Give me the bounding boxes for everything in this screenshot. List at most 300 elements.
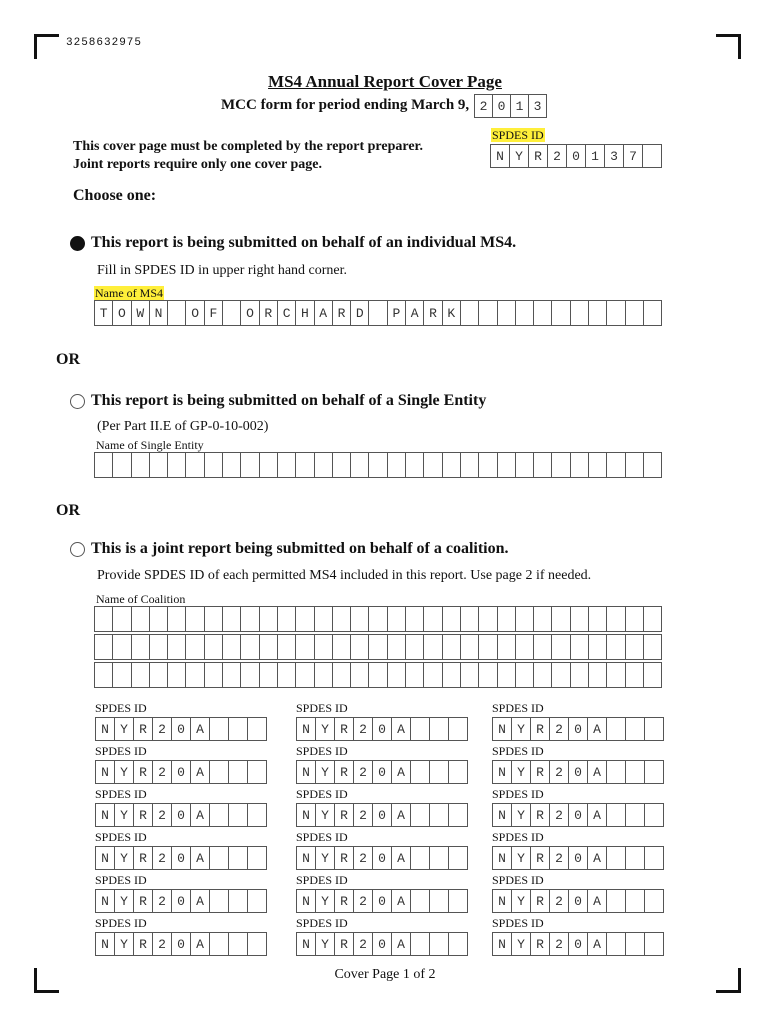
- coalition-spdes-id-cell[interactable]: R: [335, 890, 354, 912]
- coalition-name-cell[interactable]: [241, 635, 259, 659]
- coalition-spdes-id-cell[interactable]: [210, 890, 229, 912]
- coalition-spdes-id-cell[interactable]: [210, 933, 229, 955]
- coalition-spdes-id-cell[interactable]: 0: [172, 761, 191, 783]
- ms4-name-cell[interactable]: R: [333, 301, 351, 325]
- coalition-spdes-id-cell[interactable]: N: [96, 933, 115, 955]
- single-entity-name-cell[interactable]: [260, 453, 278, 477]
- coalition-spdes-id-cell[interactable]: [229, 890, 248, 912]
- coalition-spdes-id-cell[interactable]: [430, 890, 449, 912]
- coalition-name-cell[interactable]: [113, 635, 131, 659]
- single-entity-name-cell[interactable]: [607, 453, 625, 477]
- coalition-name-cell[interactable]: [113, 663, 131, 687]
- single-entity-name-cell[interactable]: [552, 453, 570, 477]
- ms4-name-cell[interactable]: [607, 301, 625, 325]
- coalition-spdes-id-field[interactable]: [492, 803, 664, 827]
- coalition-spdes-id-cell[interactable]: A: [588, 761, 607, 783]
- coalition-name-cell[interactable]: [406, 635, 424, 659]
- coalition-spdes-id-cell[interactable]: 0: [569, 890, 588, 912]
- coalition-spdes-id-field[interactable]: [95, 889, 267, 913]
- coalition-spdes-id-cell[interactable]: R: [531, 890, 550, 912]
- single-entity-name-cell[interactable]: [424, 453, 442, 477]
- single-entity-name-cell[interactable]: [278, 453, 296, 477]
- coalition-name-cell[interactable]: [461, 635, 479, 659]
- coalition-name-cell[interactable]: [315, 663, 333, 687]
- ms4-name-cell[interactable]: [534, 301, 552, 325]
- coalition-name-cell[interactable]: [644, 663, 662, 687]
- coalition-spdes-id-cell[interactable]: [210, 761, 229, 783]
- coalition-name-cell[interactable]: [223, 607, 241, 631]
- coalition-name-cell[interactable]: [406, 607, 424, 631]
- coalition-spdes-id-cell[interactable]: N: [297, 718, 316, 740]
- coalition-spdes-id-cell[interactable]: A: [588, 718, 607, 740]
- coalition-name-cell[interactable]: [351, 663, 369, 687]
- coalition-name-cell[interactable]: [150, 663, 168, 687]
- coalition-spdes-id-cell[interactable]: [449, 933, 468, 955]
- coalition-spdes-id-cell[interactable]: [607, 847, 626, 869]
- coalition-name-cell[interactable]: [552, 635, 570, 659]
- coalition-name-cell[interactable]: [571, 635, 589, 659]
- coalition-spdes-id-field[interactable]: [296, 803, 468, 827]
- coalition-name-cell[interactable]: [223, 663, 241, 687]
- coalition-name-cell[interactable]: [150, 607, 168, 631]
- coalition-name-cell[interactable]: [132, 607, 150, 631]
- coalition-name-cell[interactable]: [479, 635, 497, 659]
- coalition-spdes-id-cell[interactable]: [430, 761, 449, 783]
- single-entity-name-cell[interactable]: [132, 453, 150, 477]
- coalition-name-cell[interactable]: [388, 607, 406, 631]
- coalition-spdes-id-cell[interactable]: 0: [172, 718, 191, 740]
- coalition-spdes-id-cell[interactable]: [626, 718, 645, 740]
- coalition-name-cell[interactable]: [461, 663, 479, 687]
- coalition-spdes-id-cell[interactable]: Y: [316, 761, 335, 783]
- ms4-name-field[interactable]: [94, 300, 662, 326]
- coalition-spdes-id-cell[interactable]: 0: [569, 933, 588, 955]
- coalition-spdes-id-cell[interactable]: 0: [373, 761, 392, 783]
- coalition-name-field-line-3[interactable]: [94, 662, 662, 688]
- coalition-name-cell[interactable]: [351, 607, 369, 631]
- coalition-spdes-id-cell[interactable]: R: [335, 804, 354, 826]
- coalition-spdes-id-cell[interactable]: A: [392, 890, 411, 912]
- single-entity-name-cell[interactable]: [644, 453, 662, 477]
- spdes-id-cell[interactable]: R: [529, 145, 548, 167]
- coalition-name-cell[interactable]: [626, 635, 644, 659]
- coalition-name-cell[interactable]: [223, 635, 241, 659]
- spdes-id-cell[interactable]: 3: [605, 145, 624, 167]
- coalition-name-cell[interactable]: [241, 607, 259, 631]
- ms4-name-cell[interactable]: [552, 301, 570, 325]
- single-entity-name-cell[interactable]: [351, 453, 369, 477]
- coalition-name-cell[interactable]: [186, 607, 204, 631]
- coalition-spdes-id-cell[interactable]: 0: [569, 847, 588, 869]
- coalition-spdes-id-cell[interactable]: [626, 933, 645, 955]
- coalition-name-cell[interactable]: [516, 607, 534, 631]
- ms4-name-cell[interactable]: H: [296, 301, 314, 325]
- coalition-spdes-id-cell[interactable]: 2: [354, 718, 373, 740]
- coalition-name-cell[interactable]: [534, 607, 552, 631]
- single-entity-name-cell[interactable]: [571, 453, 589, 477]
- coalition-name-field-line-2[interactable]: [94, 634, 662, 660]
- coalition-spdes-id-cell[interactable]: Y: [115, 761, 134, 783]
- coalition-spdes-id-cell[interactable]: 2: [153, 761, 172, 783]
- coalition-name-cell[interactable]: [626, 663, 644, 687]
- coalition-name-cell[interactable]: [424, 607, 442, 631]
- coalition-spdes-id-cell[interactable]: [607, 804, 626, 826]
- ms4-name-cell[interactable]: [479, 301, 497, 325]
- single-entity-name-cell[interactable]: [205, 453, 223, 477]
- coalition-name-cell[interactable]: [260, 635, 278, 659]
- year-digit-cell[interactable]: 1: [511, 95, 529, 117]
- coalition-spdes-id-cell[interactable]: 2: [153, 890, 172, 912]
- coalition-name-cell[interactable]: [424, 663, 442, 687]
- coalition-name-cell[interactable]: [333, 635, 351, 659]
- coalition-spdes-id-cell[interactable]: 0: [373, 718, 392, 740]
- single-entity-name-cell[interactable]: [589, 453, 607, 477]
- coalition-spdes-id-cell[interactable]: Y: [115, 718, 134, 740]
- coalition-name-cell[interactable]: [333, 663, 351, 687]
- coalition-spdes-id-field[interactable]: [296, 760, 468, 784]
- coalition-name-cell[interactable]: [132, 663, 150, 687]
- coalition-spdes-id-cell[interactable]: Y: [512, 718, 531, 740]
- coalition-spdes-id-cell[interactable]: [411, 933, 430, 955]
- coalition-spdes-id-cell[interactable]: 2: [354, 761, 373, 783]
- coalition-spdes-id-cell[interactable]: A: [588, 804, 607, 826]
- coalition-spdes-id-cell[interactable]: 0: [569, 761, 588, 783]
- single-entity-name-cell[interactable]: [498, 453, 516, 477]
- coalition-spdes-id-cell[interactable]: 2: [550, 761, 569, 783]
- ms4-name-cell[interactable]: O: [186, 301, 204, 325]
- coalition-name-cell[interactable]: [168, 635, 186, 659]
- coalition-name-cell[interactable]: [369, 607, 387, 631]
- coalition-spdes-id-cell[interactable]: N: [96, 890, 115, 912]
- coalition-spdes-id-cell[interactable]: Y: [316, 847, 335, 869]
- coalition-name-cell[interactable]: [315, 607, 333, 631]
- coalition-spdes-id-cell[interactable]: 0: [172, 847, 191, 869]
- coalition-spdes-id-cell[interactable]: A: [191, 847, 210, 869]
- coalition-name-cell[interactable]: [113, 607, 131, 631]
- coalition-spdes-id-cell[interactable]: A: [191, 804, 210, 826]
- single-entity-name-cell[interactable]: [150, 453, 168, 477]
- coalition-spdes-id-cell[interactable]: N: [493, 933, 512, 955]
- coalition-spdes-id-cell[interactable]: 2: [550, 890, 569, 912]
- single-entity-name-cell[interactable]: [406, 453, 424, 477]
- coalition-spdes-id-cell[interactable]: 2: [354, 933, 373, 955]
- coalition-spdes-id-cell[interactable]: 0: [172, 804, 191, 826]
- coalition-spdes-id-cell[interactable]: [229, 761, 248, 783]
- ms4-name-cell[interactable]: R: [424, 301, 442, 325]
- coalition-spdes-id-cell[interactable]: [229, 718, 248, 740]
- single-entity-name-cell[interactable]: [516, 453, 534, 477]
- coalition-spdes-id-cell[interactable]: Y: [316, 718, 335, 740]
- coalition-spdes-id-cell[interactable]: [645, 933, 664, 955]
- coalition-spdes-id-cell[interactable]: 2: [153, 804, 172, 826]
- coalition-name-cell[interactable]: [607, 635, 625, 659]
- spdes-id-cell[interactable]: 2: [548, 145, 567, 167]
- coalition-spdes-id-field[interactable]: [492, 846, 664, 870]
- coalition-name-cell[interactable]: [95, 663, 113, 687]
- coalition-spdes-id-cell[interactable]: R: [134, 847, 153, 869]
- coalition-name-cell[interactable]: [589, 607, 607, 631]
- ms4-name-cell[interactable]: [589, 301, 607, 325]
- coalition-spdes-id-field[interactable]: [492, 717, 664, 741]
- coalition-spdes-id-cell[interactable]: Y: [512, 804, 531, 826]
- coalition-spdes-id-cell[interactable]: N: [493, 804, 512, 826]
- coalition-spdes-id-cell[interactable]: N: [297, 847, 316, 869]
- coalition-name-cell[interactable]: [406, 663, 424, 687]
- ms4-name-cell[interactable]: A: [315, 301, 333, 325]
- coalition-name-cell[interactable]: [296, 607, 314, 631]
- coalition-name-field-line-1[interactable]: [94, 606, 662, 632]
- coalition-spdes-id-cell[interactable]: [248, 847, 267, 869]
- coalition-spdes-id-cell[interactable]: N: [493, 890, 512, 912]
- coalition-spdes-id-field[interactable]: [95, 932, 267, 956]
- coalition-name-cell[interactable]: [552, 663, 570, 687]
- coalition-spdes-id-cell[interactable]: [210, 718, 229, 740]
- coalition-name-cell[interactable]: [95, 607, 113, 631]
- spdes-id-cell[interactable]: Y: [510, 145, 529, 167]
- single-entity-name-cell[interactable]: [534, 453, 552, 477]
- coalition-spdes-id-cell[interactable]: [645, 847, 664, 869]
- ms4-name-cell[interactable]: [168, 301, 186, 325]
- coalition-spdes-id-cell[interactable]: 2: [153, 933, 172, 955]
- coalition-name-cell[interactable]: [186, 663, 204, 687]
- ms4-name-cell[interactable]: T: [95, 301, 113, 325]
- coalition-spdes-id-field[interactable]: [296, 717, 468, 741]
- coalition-spdes-id-cell[interactable]: N: [297, 890, 316, 912]
- coalition-name-cell[interactable]: [571, 663, 589, 687]
- option-single-entity-radio[interactable]: [70, 394, 85, 409]
- spdes-id-cell[interactable]: 7: [624, 145, 643, 167]
- coalition-spdes-id-field[interactable]: [95, 717, 267, 741]
- coalition-spdes-id-cell[interactable]: [210, 804, 229, 826]
- coalition-spdes-id-cell[interactable]: A: [392, 933, 411, 955]
- coalition-spdes-id-cell[interactable]: [411, 804, 430, 826]
- single-entity-name-cell[interactable]: [168, 453, 186, 477]
- coalition-spdes-id-cell[interactable]: [607, 933, 626, 955]
- single-entity-name-cell[interactable]: [241, 453, 259, 477]
- coalition-spdes-id-cell[interactable]: [645, 718, 664, 740]
- ms4-name-cell[interactable]: [461, 301, 479, 325]
- coalition-name-cell[interactable]: [388, 663, 406, 687]
- coalition-name-cell[interactable]: [95, 635, 113, 659]
- coalition-spdes-id-cell[interactable]: 2: [550, 847, 569, 869]
- coalition-spdes-id-cell[interactable]: [229, 804, 248, 826]
- coalition-spdes-id-field[interactable]: [95, 760, 267, 784]
- coalition-spdes-id-cell[interactable]: R: [134, 890, 153, 912]
- coalition-spdes-id-cell[interactable]: [248, 890, 267, 912]
- year-digit-cell[interactable]: 3: [529, 95, 547, 117]
- coalition-spdes-id-cell[interactable]: 0: [373, 890, 392, 912]
- coalition-name-cell[interactable]: [498, 663, 516, 687]
- coalition-name-cell[interactable]: [351, 635, 369, 659]
- coalition-spdes-id-cell[interactable]: Y: [512, 933, 531, 955]
- coalition-spdes-id-cell[interactable]: 0: [569, 718, 588, 740]
- coalition-spdes-id-cell[interactable]: Y: [115, 890, 134, 912]
- coalition-name-cell[interactable]: [424, 635, 442, 659]
- coalition-spdes-id-cell[interactable]: R: [531, 761, 550, 783]
- coalition-spdes-id-cell[interactable]: 2: [550, 718, 569, 740]
- coalition-name-cell[interactable]: [589, 635, 607, 659]
- coalition-name-cell[interactable]: [443, 635, 461, 659]
- ms4-name-cell[interactable]: A: [406, 301, 424, 325]
- coalition-spdes-id-cell[interactable]: [248, 933, 267, 955]
- coalition-spdes-id-cell[interactable]: A: [392, 847, 411, 869]
- coalition-spdes-id-cell[interactable]: A: [392, 804, 411, 826]
- coalition-spdes-id-cell[interactable]: [229, 933, 248, 955]
- single-entity-name-cell[interactable]: [626, 453, 644, 477]
- coalition-spdes-id-cell[interactable]: A: [191, 890, 210, 912]
- single-entity-name-field[interactable]: [94, 452, 662, 478]
- coalition-spdes-id-field[interactable]: [492, 889, 664, 913]
- coalition-spdes-id-cell[interactable]: R: [335, 761, 354, 783]
- coalition-name-cell[interactable]: [369, 663, 387, 687]
- coalition-name-cell[interactable]: [534, 635, 552, 659]
- coalition-spdes-id-cell[interactable]: 2: [153, 847, 172, 869]
- ms4-name-cell[interactable]: [644, 301, 662, 325]
- coalition-name-cell[interactable]: [644, 635, 662, 659]
- coalition-spdes-id-cell[interactable]: [248, 761, 267, 783]
- ms4-name-cell[interactable]: [571, 301, 589, 325]
- coalition-spdes-id-cell[interactable]: Y: [512, 761, 531, 783]
- coalition-name-cell[interactable]: [498, 635, 516, 659]
- coalition-spdes-id-cell[interactable]: [449, 847, 468, 869]
- coalition-spdes-id-cell[interactable]: R: [134, 718, 153, 740]
- coalition-spdes-id-cell[interactable]: Y: [316, 890, 335, 912]
- coalition-name-cell[interactable]: [132, 635, 150, 659]
- coalition-spdes-id-cell[interactable]: [411, 847, 430, 869]
- coalition-spdes-id-cell[interactable]: A: [588, 890, 607, 912]
- coalition-name-cell[interactable]: [534, 663, 552, 687]
- coalition-spdes-id-cell[interactable]: Y: [115, 804, 134, 826]
- spdes-id-cell[interactable]: 0: [567, 145, 586, 167]
- single-entity-name-cell[interactable]: [315, 453, 333, 477]
- ms4-name-cell[interactable]: C: [278, 301, 296, 325]
- coalition-spdes-id-cell[interactable]: R: [134, 933, 153, 955]
- coalition-spdes-id-cell[interactable]: 0: [373, 804, 392, 826]
- option-individual-radio[interactable]: [70, 236, 85, 251]
- single-entity-name-cell[interactable]: [388, 453, 406, 477]
- single-entity-name-cell[interactable]: [479, 453, 497, 477]
- coalition-spdes-id-cell[interactable]: R: [335, 847, 354, 869]
- coalition-name-cell[interactable]: [607, 607, 625, 631]
- coalition-spdes-id-cell[interactable]: [430, 933, 449, 955]
- coalition-spdes-id-field[interactable]: [296, 846, 468, 870]
- coalition-name-cell[interactable]: [278, 607, 296, 631]
- coalition-name-cell[interactable]: [186, 635, 204, 659]
- year-digit-cell[interactable]: 0: [493, 95, 511, 117]
- coalition-spdes-id-cell[interactable]: [645, 890, 664, 912]
- coalition-name-cell[interactable]: [150, 635, 168, 659]
- coalition-spdes-id-cell[interactable]: [449, 804, 468, 826]
- coalition-spdes-id-cell[interactable]: [449, 890, 468, 912]
- coalition-spdes-id-cell[interactable]: N: [96, 804, 115, 826]
- coalition-spdes-id-cell[interactable]: [449, 761, 468, 783]
- coalition-spdes-id-cell[interactable]: [607, 718, 626, 740]
- single-entity-name-cell[interactable]: [369, 453, 387, 477]
- coalition-name-cell[interactable]: [168, 663, 186, 687]
- coalition-spdes-id-cell[interactable]: A: [392, 761, 411, 783]
- coalition-spdes-id-cell[interactable]: [411, 761, 430, 783]
- ms4-name-cell[interactable]: F: [205, 301, 223, 325]
- coalition-spdes-id-cell[interactable]: [626, 804, 645, 826]
- coalition-spdes-id-cell[interactable]: 2: [550, 933, 569, 955]
- coalition-name-cell[interactable]: [552, 607, 570, 631]
- coalition-spdes-id-cell[interactable]: [626, 847, 645, 869]
- coalition-spdes-id-cell[interactable]: A: [588, 933, 607, 955]
- coalition-spdes-id-cell[interactable]: 0: [569, 804, 588, 826]
- coalition-spdes-id-cell[interactable]: R: [134, 761, 153, 783]
- spdes-id-cell[interactable]: [643, 145, 662, 167]
- coalition-name-cell[interactable]: [205, 607, 223, 631]
- coalition-spdes-id-cell[interactable]: N: [297, 933, 316, 955]
- coalition-spdes-id-cell[interactable]: [430, 847, 449, 869]
- single-entity-name-cell[interactable]: [223, 453, 241, 477]
- coalition-spdes-id-cell[interactable]: N: [297, 761, 316, 783]
- coalition-name-cell[interactable]: [516, 635, 534, 659]
- coalition-name-cell[interactable]: [369, 635, 387, 659]
- coalition-spdes-id-cell[interactable]: N: [493, 847, 512, 869]
- single-entity-name-cell[interactable]: [95, 453, 113, 477]
- ms4-name-cell[interactable]: [516, 301, 534, 325]
- coalition-spdes-id-cell[interactable]: [430, 804, 449, 826]
- coalition-name-cell[interactable]: [516, 663, 534, 687]
- coalition-spdes-id-field[interactable]: [296, 932, 468, 956]
- ms4-name-cell[interactable]: D: [351, 301, 369, 325]
- coalition-spdes-id-cell[interactable]: 2: [354, 847, 373, 869]
- coalition-spdes-id-cell[interactable]: 0: [373, 933, 392, 955]
- single-entity-name-cell[interactable]: [296, 453, 314, 477]
- coalition-spdes-id-cell[interactable]: [607, 761, 626, 783]
- single-entity-name-cell[interactable]: [186, 453, 204, 477]
- coalition-name-cell[interactable]: [498, 607, 516, 631]
- spdes-id-field[interactable]: [490, 144, 662, 168]
- single-entity-name-cell[interactable]: [443, 453, 461, 477]
- coalition-spdes-id-cell[interactable]: R: [335, 718, 354, 740]
- coalition-spdes-id-cell[interactable]: [645, 761, 664, 783]
- coalition-spdes-id-cell[interactable]: [607, 890, 626, 912]
- ms4-name-cell[interactable]: W: [132, 301, 150, 325]
- coalition-spdes-id-cell[interactable]: R: [531, 718, 550, 740]
- coalition-spdes-id-cell[interactable]: R: [531, 933, 550, 955]
- coalition-name-cell[interactable]: [479, 663, 497, 687]
- coalition-spdes-id-cell[interactable]: [449, 718, 468, 740]
- coalition-spdes-id-cell[interactable]: 0: [172, 933, 191, 955]
- coalition-spdes-id-cell[interactable]: N: [96, 761, 115, 783]
- coalition-spdes-id-cell[interactable]: N: [297, 804, 316, 826]
- coalition-spdes-id-field[interactable]: [95, 846, 267, 870]
- coalition-name-cell[interactable]: [644, 607, 662, 631]
- coalition-name-cell[interactable]: [607, 663, 625, 687]
- coalition-name-cell[interactable]: [479, 607, 497, 631]
- coalition-spdes-id-cell[interactable]: R: [134, 804, 153, 826]
- coalition-spdes-id-cell[interactable]: R: [335, 933, 354, 955]
- year-field[interactable]: [474, 94, 547, 118]
- coalition-spdes-id-cell[interactable]: [411, 718, 430, 740]
- coalition-spdes-id-field[interactable]: [492, 932, 664, 956]
- ms4-name-cell[interactable]: [223, 301, 241, 325]
- coalition-name-cell[interactable]: [443, 663, 461, 687]
- coalition-spdes-id-cell[interactable]: R: [531, 847, 550, 869]
- coalition-spdes-id-cell[interactable]: A: [191, 718, 210, 740]
- coalition-name-cell[interactable]: [571, 607, 589, 631]
- spdes-id-cell[interactable]: 1: [586, 145, 605, 167]
- single-entity-name-cell[interactable]: [113, 453, 131, 477]
- ms4-name-cell[interactable]: P: [388, 301, 406, 325]
- coalition-spdes-id-cell[interactable]: [411, 890, 430, 912]
- coalition-spdes-id-cell[interactable]: [430, 718, 449, 740]
- option-coalition-radio[interactable]: [70, 542, 85, 557]
- coalition-name-cell[interactable]: [205, 663, 223, 687]
- coalition-spdes-id-cell[interactable]: [210, 847, 229, 869]
